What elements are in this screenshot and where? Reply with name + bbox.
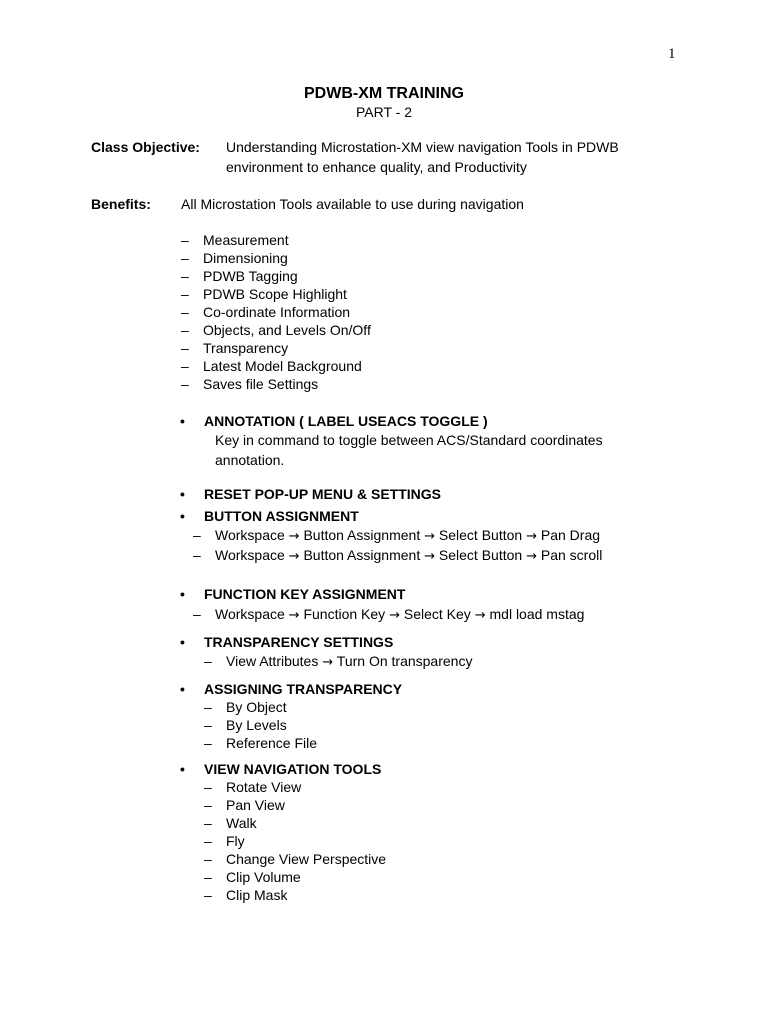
list-item: – Co-ordinate Information	[181, 304, 351, 320]
bullet-icon: •	[180, 486, 185, 502]
class-objective-text	[226, 137, 619, 177]
transparency-settings-list	[204, 652, 472, 672]
dash-marker: –	[204, 887, 212, 903]
list-item: – Workspace → Button Assignment → Select Button → Pan Drag	[193, 527, 601, 544]
list-item: – By Object	[204, 699, 287, 715]
annotation-description	[215, 430, 603, 470]
arrow-right-icon: →	[389, 608, 400, 623]
dash-marker: –	[181, 358, 189, 374]
list-item: – View Attributes → Turn On transparency	[204, 653, 473, 670]
function-key-heading: • FUNCTION KEY ASSIGNMENT	[180, 586, 406, 602]
button-assignment-heading: • BUTTON ASSIGNMENT	[180, 508, 359, 524]
benefits-label: Benefits:	[91, 196, 151, 212]
benefits-text: All Microstation Tools available to use during navigation	[181, 196, 524, 212]
list-item: – Clip Volume	[204, 869, 301, 885]
list-item: – Walk	[204, 815, 257, 831]
annotation-line-2: annotation.	[215, 452, 285, 468]
dash-marker: –	[181, 268, 189, 284]
list-item: – Latest Model Background	[181, 358, 362, 374]
arrow-right-icon: →	[288, 608, 300, 623]
button-assignment-list	[193, 526, 602, 566]
dash-marker: –	[204, 779, 212, 795]
bullet-icon: •	[180, 761, 185, 777]
list-item: – Pan View	[204, 797, 285, 813]
dash-marker: –	[204, 735, 212, 751]
class-objective-label: Class Objective:	[91, 139, 200, 155]
arrow-right-icon: →	[526, 549, 537, 564]
list-item: – Clip Mask	[204, 887, 288, 903]
list-item: – Fly	[204, 833, 245, 849]
view-navigation-list	[204, 778, 386, 904]
bullet-icon: •	[180, 413, 185, 429]
dash-marker: –	[181, 304, 189, 320]
dash-marker: –	[204, 833, 212, 849]
dash-marker: –	[181, 322, 189, 338]
list-item: – Saves file Settings	[181, 376, 319, 392]
class-objective-line-1: Understanding Microstation-XM view navigation Tools in PDWB	[226, 139, 619, 155]
dash-marker: –	[204, 815, 212, 831]
document-title: PDWB-XM TRAINING	[304, 85, 464, 102]
bullet-icon: •	[180, 586, 185, 602]
dash-marker: –	[204, 717, 212, 733]
bullet-icon: •	[180, 634, 185, 650]
dash-marker: –	[181, 232, 189, 248]
arrow-right-icon: →	[424, 549, 436, 564]
arrow-right-icon: →	[322, 655, 334, 670]
view-navigation-heading: • VIEW NAVIGATION TOOLS	[180, 761, 382, 777]
arrow-right-icon: →	[526, 529, 537, 544]
arrow-right-icon: →	[424, 529, 436, 544]
arrow-right-icon: →	[474, 608, 486, 623]
assigning-transparency-heading: • ASSIGNING TRANSPARENCY	[180, 681, 403, 697]
dash-marker: –	[193, 606, 201, 622]
dash-marker: –	[204, 699, 212, 715]
reset-heading: • RESET POP-UP MENU & SETTINGS	[180, 486, 441, 502]
annotation-line-1: Key in command to toggle between ACS/Standard coordinates	[215, 432, 603, 448]
list-item: – Workspace → Button Assignment → Select Button → Pan scroll	[193, 547, 603, 564]
benefits-list	[181, 231, 371, 393]
function-key-list	[193, 605, 584, 625]
list-item: – Measurement	[181, 232, 289, 248]
bullet-icon: •	[180, 681, 185, 697]
dash-marker: –	[204, 797, 212, 813]
annotation-heading: • ANNOTATION ( LABEL USEACS TOGGLE )	[180, 413, 488, 429]
class-objective-line-2: environment to enhance quality, and Productivity	[226, 159, 527, 175]
dash-marker: –	[181, 250, 189, 266]
list-item: – Reference File	[204, 735, 318, 751]
arrow-right-icon: →	[288, 549, 300, 564]
arrow-right-icon: →	[288, 529, 300, 544]
list-item: – PDWB Scope Highlight	[181, 286, 347, 302]
dash-marker: –	[193, 527, 201, 543]
list-item: – Dimensioning	[181, 250, 288, 266]
list-item: – Workspace → Function Key → Select Key → mdl load mstag	[193, 606, 585, 623]
dash-marker: –	[181, 340, 189, 356]
list-item: – Transparency	[181, 340, 289, 356]
document-subtitle: PART - 2	[355, 104, 413, 120]
list-item: – Change View Perspective	[204, 851, 387, 867]
dash-marker: –	[204, 653, 212, 669]
assigning-transparency-list	[204, 698, 317, 752]
list-item: – PDWB Tagging	[181, 268, 298, 284]
dash-marker: –	[204, 869, 212, 885]
bullet-icon: •	[180, 508, 185, 524]
dash-marker: –	[181, 376, 189, 392]
list-item: – By Levels	[204, 717, 287, 733]
page-number: 1	[668, 46, 676, 62]
dash-marker: –	[204, 851, 212, 867]
dash-marker: –	[181, 286, 189, 302]
list-item: – Objects, and Levels On/Off	[181, 322, 371, 338]
transparency-settings-heading: • TRANSPARENCY SETTINGS	[180, 634, 394, 650]
dash-marker: –	[193, 547, 201, 563]
list-item: – Rotate View	[204, 779, 302, 795]
